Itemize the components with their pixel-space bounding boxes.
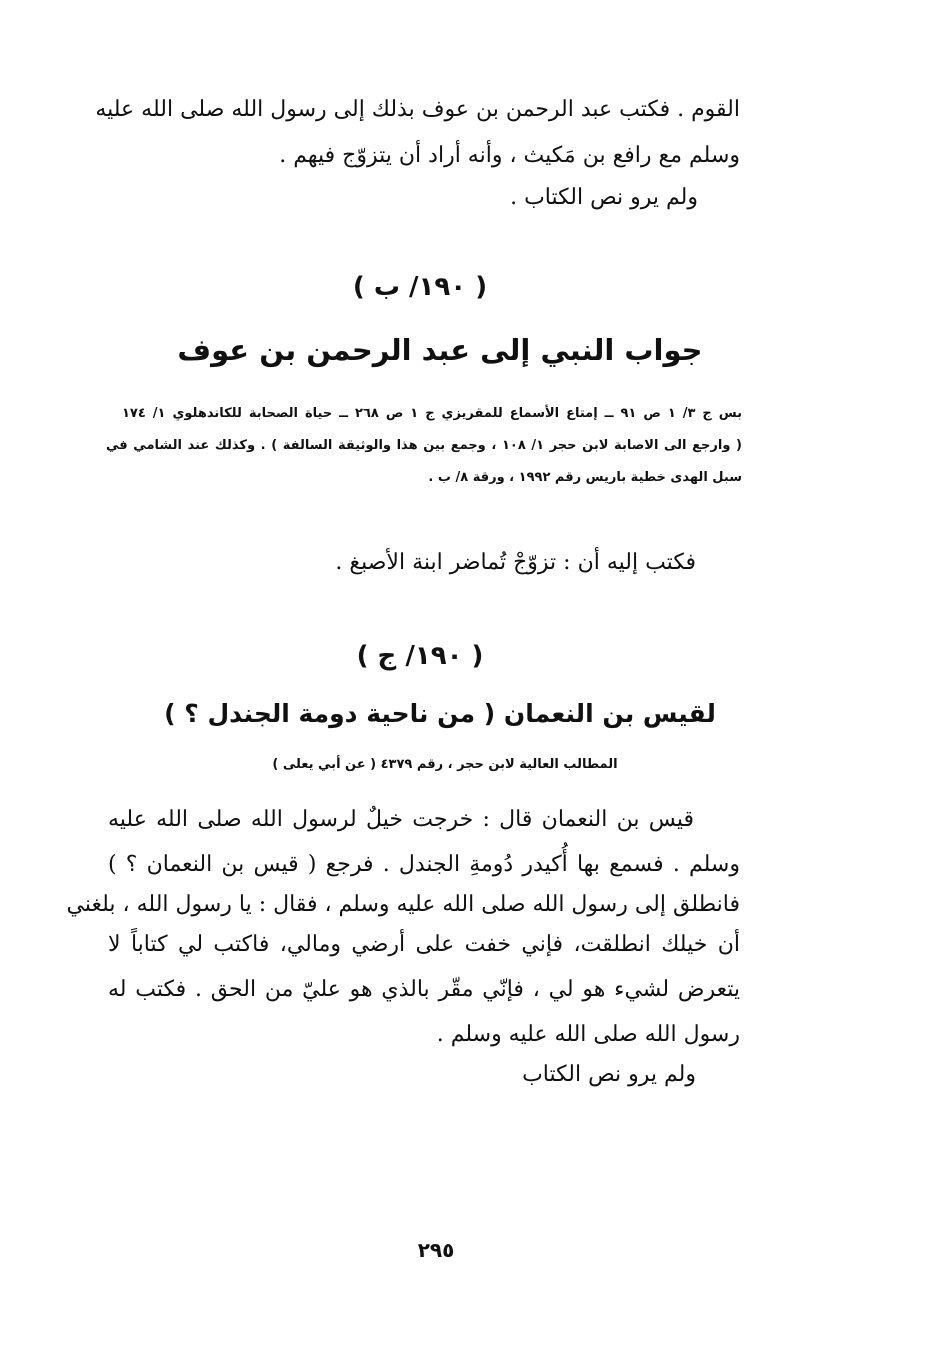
section-b-number: ( ١٩٠/ ب ) bbox=[352, 272, 488, 302]
intro-line-2: وسلم مع رافع بن مَكيث ، وأنه أراد أن يتزوّج فيهم . bbox=[279, 143, 740, 168]
section-c-line-3: فانطلق إلى رسول الله صلى الله عليه وسلم ، فقال : يا رسول الله ، بلغني bbox=[66, 892, 740, 917]
section-c-title: لقيس بن النعمان ( من ناحية دومة الجندل ؟ ) bbox=[164, 699, 716, 728]
section-b-source-line-1: بس ج ٣/ ١ ص ٩١ ــ إمتاع الأسماع للمقريزي ج ١ ص ٢٦٨ ــ حياة الصحابة للكاندهلوي ١/ ١٧٤ bbox=[122, 406, 742, 421]
section-b-source-line-3: سبل الهدى خطية باريس رقم ١٩٩٢ ، ورقة ٨/ ب . bbox=[428, 470, 742, 485]
section-c-number: ( ١٩٠/ ج ) bbox=[356, 641, 484, 671]
intro-line-1: القوم . فكتب عبد الرحمن بن عوف بذلك إلى رسول الله صلى الله عليه bbox=[95, 97, 740, 122]
section-c-line-1: قيس بن النعمان قال : خرجت خيلٌ لرسول الله صلى الله عليه bbox=[108, 807, 694, 832]
section-b-body: فكتب إليه أن : تزوّجْ تُماضر ابنة الأصبغ . bbox=[335, 550, 696, 575]
intro-line-3: ولم يرو نص الكتاب . bbox=[510, 185, 698, 210]
page-number: ٢٩٥ bbox=[417, 1238, 455, 1262]
section-c-source: المطالب العالية لابن حجر ، رقم ٤٣٧٩ ( عن أبي يعلى ) bbox=[272, 757, 618, 772]
section-b-source-line-2: ( وارجع الى الاصابة لابن حجر ١/ ١٠٨ ، وجمع بين هذا والوثيقة السالفة ) . وكذلك عند الشامي في bbox=[106, 438, 742, 453]
section-b-title: جواب النبي إلى عبد الرحمن بن عوف bbox=[177, 333, 703, 367]
section-c-line-5: يتعرض لشيء هو لي ، فإنّي مقّر بالذي هو عليّ من الحق . فكتب له bbox=[108, 977, 740, 1002]
section-c-line-2: وسلم . فسمع بها أُكيدر دُومةِ الجندل . فرجع ( قيس بن النعمان ؟ ) bbox=[108, 852, 740, 877]
section-c-line-7: ولم يرو نص الكتاب bbox=[522, 1062, 696, 1087]
section-c-line-4: أن خيلك انطلقت، فإني خفت على أرضي ومالي، فاكتب لي كتاباً لا bbox=[108, 932, 740, 957]
section-c-line-6: رسول الله صلى الله عليه وسلم . bbox=[436, 1022, 740, 1047]
